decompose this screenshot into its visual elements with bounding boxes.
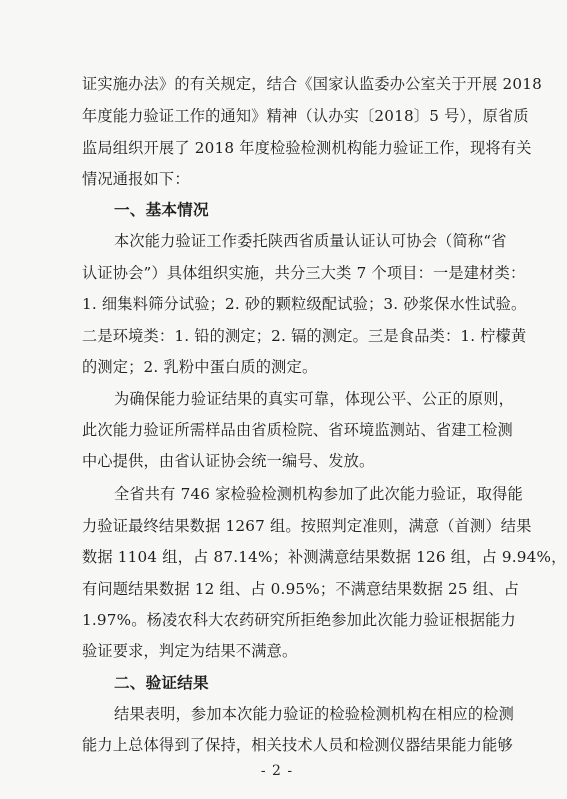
section1-paragraph2-line-3: 中心提供，由省认证协会统一编号、发放。 bbox=[82, 452, 375, 470]
section1-paragraph1-line-1: 本次能力验证工作委托陕西省质量认证认可协会（简称“省 bbox=[114, 232, 507, 250]
section1-paragraph1-line-3: 1. 细集料筛分试验；2. 砂的颗粒级配试验；3. 砂浆保水性试验。 bbox=[82, 295, 527, 313]
section1-paragraph2-line-1: 为确保能力验证结果的真实可靠，体现公平、公正的原则， bbox=[114, 390, 515, 408]
intro-line-3: 监局组织开展了 2018 年度检验检测机构能力验证工作，现将有关 bbox=[82, 139, 532, 157]
section1-paragraph2-line-2: 此次能力验证所需样品由省质检院、省环境监测站、省建工检测 bbox=[82, 421, 513, 439]
section1-paragraph3-line-2: 力验证最终结果数据 1267 组。按照判定准则，满意（首测）结果 bbox=[82, 517, 532, 535]
section2-paragraph1-line-1: 结果表明，参加本次能力验证的检验检测机构在相应的检测 bbox=[114, 705, 515, 723]
section1-paragraph1-line-5: 的测定；2. 乳粉中蛋白质的测定。 bbox=[82, 358, 318, 376]
section2-paragraph1-line-2: 能力上总体得到了保持，相关技术人员和检测仪器结果能力能够 bbox=[82, 736, 513, 754]
section1-paragraph3-line-6: 验证要求，判定为结果不满意。 bbox=[82, 642, 298, 660]
section1-paragraph3-line-1: 全省共有 746 家检验检测机构参加了此次能力验证，取得能 bbox=[114, 485, 523, 503]
intro-line-2: 年度能力验证工作的通知》精神（认办实〔2018〕5 号），原省质 bbox=[82, 107, 529, 125]
section1-paragraph1-line-4: 二是环境类：1. 铅的测定；2. 镉的测定。三是食品类：1. 柠檬黄 bbox=[82, 327, 527, 345]
section1-paragraph3-line-4: 有问题结果数据 12 组、占 0.95%；不满意结果数据 25 组、占 bbox=[82, 580, 519, 598]
section-heading-basic-situation: 一、基本情况 bbox=[114, 201, 209, 219]
section1-paragraph1-line-2: 认证协会”）具体组织实施，共分三大类 7 个项目：一是建材类： bbox=[82, 264, 526, 282]
intro-line-4: 情况通报如下： bbox=[82, 170, 190, 188]
page-number: - 2 - bbox=[260, 763, 294, 779]
section1-paragraph3-line-3: 数据 1104 组，占 87.14%；补测满意结果数据 126 组，占 9.94%， bbox=[82, 548, 567, 566]
section1-paragraph3-line-5: 1.97%。杨凌农科大农药研究所拒绝参加此次能力验证根据能力 bbox=[82, 611, 516, 629]
intro-line-1: 证实施办法》的有关规定，结合《国家认监委办公室关于开展 2018 bbox=[82, 75, 542, 93]
section-heading-verification-results: 二、验证结果 bbox=[114, 674, 209, 692]
